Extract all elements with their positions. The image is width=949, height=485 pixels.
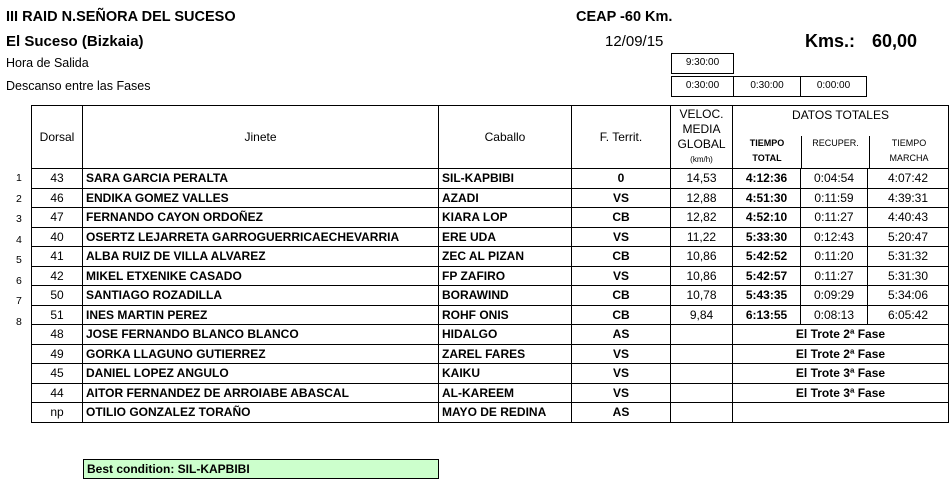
position-number: 6 [16,274,22,287]
recuper-cell: 0:11:59 [801,188,868,208]
col-tiempo-total [733,136,802,168]
veloc-cell [671,325,733,345]
jinete-cell: INES MARTIN PEREZ [83,305,439,325]
caballo-cell: BORAWIND [439,286,572,306]
position-number: 1 [16,172,22,184]
dorsal-cell: 40 [32,227,83,247]
recuper-cell: 0:08:13 [801,305,868,325]
total-cell: 5:42:57 [733,266,801,286]
position-number: 2 [16,192,22,205]
table-row [32,403,949,423]
jinete-cell: OSERTZ LEJARRETA GARROGUERRICAECHEVARRIA [83,227,439,247]
territ-cell: CB [572,286,671,306]
veloc-cell: 10,86 [671,266,733,286]
marcha-cell: 5:31:32 [868,247,949,267]
caballo-cell: AZADI [439,188,572,208]
dorsal-cell: 49 [32,344,83,364]
motivo-cell: El Trote 2ª Fase [733,344,949,364]
dorsal-cell: 43 [32,169,83,189]
table-row [32,364,949,384]
table-row [32,227,949,247]
dorsal-cell: 44 [32,383,83,403]
jinete-cell: ENDIKA GOMEZ VALLES [83,188,439,208]
table-row [32,169,949,189]
motivo-cell: El Trote 3ª Fase [733,383,949,403]
territ-cell: CB [572,305,671,325]
jinete-cell: OTILIO GONZALEZ TORAÑO [83,403,439,423]
table-row [32,325,949,345]
territ-cell: AS [572,325,671,345]
recuper-cell: 0:11:20 [801,247,868,267]
motivo-cell: El Trote 3ª Fase [733,364,949,384]
caballo-cell: AL-KAREEM [439,383,572,403]
col-recuper-label: RECUPER. [812,138,859,148]
territ-cell: CB [572,247,671,267]
caballo-cell: HIDALGO [439,325,572,345]
recuper-cell: 0:12:43 [801,227,868,247]
motivo-cell: El Trote 2ª Fase [733,325,949,345]
territ-cell: VS [572,227,671,247]
caballo-cell: ROHF ONIS [439,305,572,325]
marcha-cell: 6:05:42 [868,305,949,325]
jinete-cell: SARA GARCIA PERALTA [83,169,439,189]
recuper-cell: 0:09:29 [801,286,868,306]
jinete-cell: DANIEL LOPEZ ANGULO [83,364,439,384]
total-cell: 4:52:10 [733,208,801,228]
jinete-cell: FERNANDO CAYON ORDOÑEZ [83,208,439,228]
table-header-row [32,106,949,169]
jinete-cell: JOSE FERNANDO BLANCO BLANCO [83,325,439,345]
dorsal-cell: 42 [32,266,83,286]
caballo-cell: KIARA LOP [439,208,572,228]
jinete-cell: ALBA RUIZ DE VILLA ALVAREZ [83,247,439,267]
rest-time-2: 0:30:00 [733,76,801,97]
start-time: 9:30:00 [671,53,734,74]
marcha-cell: 5:34:06 [868,286,949,306]
dorsal-cell: 45 [32,364,83,384]
caballo-cell: ERE UDA [439,227,572,247]
col-tiempo-marcha [870,136,948,168]
col-datos-totales [733,106,949,169]
veloc-cell: 9,84 [671,305,733,325]
col-veloc-l2: MEDIA [682,122,721,136]
rest-time-3: 0:00:00 [800,76,867,97]
veloc-cell: 12,82 [671,208,733,228]
dorsal-cell: 48 [32,325,83,345]
col-tiempo-total-l1: TIEMPO [749,138,785,148]
marcha-cell: 4:40:43 [868,208,949,228]
dorsal-cell: 50 [32,286,83,306]
motivo-cell [733,403,949,423]
veloc-cell [671,383,733,403]
position-number: 7 [16,295,22,307]
table-row [32,305,949,325]
position-number: 3 [16,213,22,225]
col-jinete: Jinete [83,106,439,169]
marcha-cell: 4:07:42 [868,169,949,189]
territ-cell: VS [572,383,671,403]
position-number: 4 [16,233,22,246]
table-row [32,247,949,267]
veloc-cell: 14,53 [671,169,733,189]
territ-cell: VS [572,188,671,208]
position-number: 5 [16,254,22,266]
kms-value: 60,00 [872,31,918,51]
caballo-cell: MAYO DE REDINA [439,403,572,423]
total-cell: 4:51:30 [733,188,801,208]
total-cell: 6:13:55 [733,305,801,325]
rest-label: Descanso entre las Fases [6,79,151,93]
caballo-cell: SIL-KAPBIBI [439,169,572,189]
dorsal-cell: 46 [32,188,83,208]
veloc-cell [671,403,733,423]
col-dorsal: Dorsal [32,106,83,169]
race-title: III RAID N.SEÑORA DEL SUCESO [6,9,236,25]
rest-time-1: 0:30:00 [671,76,734,97]
recuper-cell: 0:11:27 [801,266,868,286]
col-veloc [671,106,733,169]
jinete-cell: AITOR FERNANDEZ DE ARROIABE ABASCAL [83,383,439,403]
territ-cell: CB [572,208,671,228]
veloc-cell: 11,22 [671,227,733,247]
caballo-cell: ZEC AL PIZAN [439,247,572,267]
position-number: 8 [16,315,22,328]
marcha-cell: 5:20:47 [868,227,949,247]
total-cell: 5:33:30 [733,227,801,247]
col-tiempo-marcha-l2: MARCHA [889,153,929,163]
best-condition: Best condition: SIL-KAPBIBI [83,459,439,479]
recuper-cell: 0:11:27 [801,208,868,228]
col-veloc-l1: VELOC. [679,107,724,121]
col-caballo: Caballo [439,106,572,169]
territ-cell: VS [572,364,671,384]
total-cell: 5:42:52 [733,247,801,267]
jinete-cell: SANTIAGO ROZADILLA [83,286,439,306]
veloc-cell: 12,88 [671,188,733,208]
dorsal-cell: 47 [32,208,83,228]
recuper-cell: 0:04:54 [801,169,868,189]
marcha-cell: 4:39:31 [868,188,949,208]
veloc-cell: 10,78 [671,286,733,306]
marcha-cell: 5:31:30 [868,266,949,286]
veloc-cell [671,344,733,364]
veloc-cell [671,364,733,384]
table-row [32,344,949,364]
race-category: CEAP -60 Km. [576,9,673,25]
total-cell: 5:43:35 [733,286,801,306]
table-row [32,208,949,228]
territ-cell: AS [572,403,671,423]
col-recuper [802,136,870,168]
jinete-cell: MIKEL ETXENIKE CASADO [83,266,439,286]
caballo-cell: KAIKU [439,364,572,384]
table-row [32,188,949,208]
dorsal-cell: 41 [32,247,83,267]
territ-cell: 0 [572,169,671,189]
total-cell: 4:12:36 [733,169,801,189]
col-tiempo-marcha-l1: TIEMPO [891,138,927,148]
race-location: El Suceso (Bizkaia) [6,33,144,50]
race-date: 12/09/15 [605,33,664,50]
kms-label: Kms.: [805,31,856,51]
table-row [32,286,949,306]
col-veloc-l4: (km/h) [690,155,713,164]
dorsal-cell: 51 [32,305,83,325]
territ-cell: VS [572,266,671,286]
table-row [32,383,949,403]
caballo-cell: FP ZAFIRO [439,266,572,286]
dorsal-cell: np [32,403,83,423]
start-label: Hora de Salida [6,56,89,70]
col-veloc-l3: GLOBAL [677,137,726,151]
datos-totales-title: DATOS TOTALES [792,108,889,122]
territ-cell: VS [572,344,671,364]
veloc-cell: 10,86 [671,247,733,267]
col-tiempo-total-l2: TOTAL [752,153,782,163]
col-territ: F. Territ. [572,106,671,169]
jinete-cell: GORKA LLAGUNO GUTIERREZ [83,344,439,364]
results-table [31,105,949,423]
caballo-cell: ZAREL FARES [439,344,572,364]
table-row [32,266,949,286]
